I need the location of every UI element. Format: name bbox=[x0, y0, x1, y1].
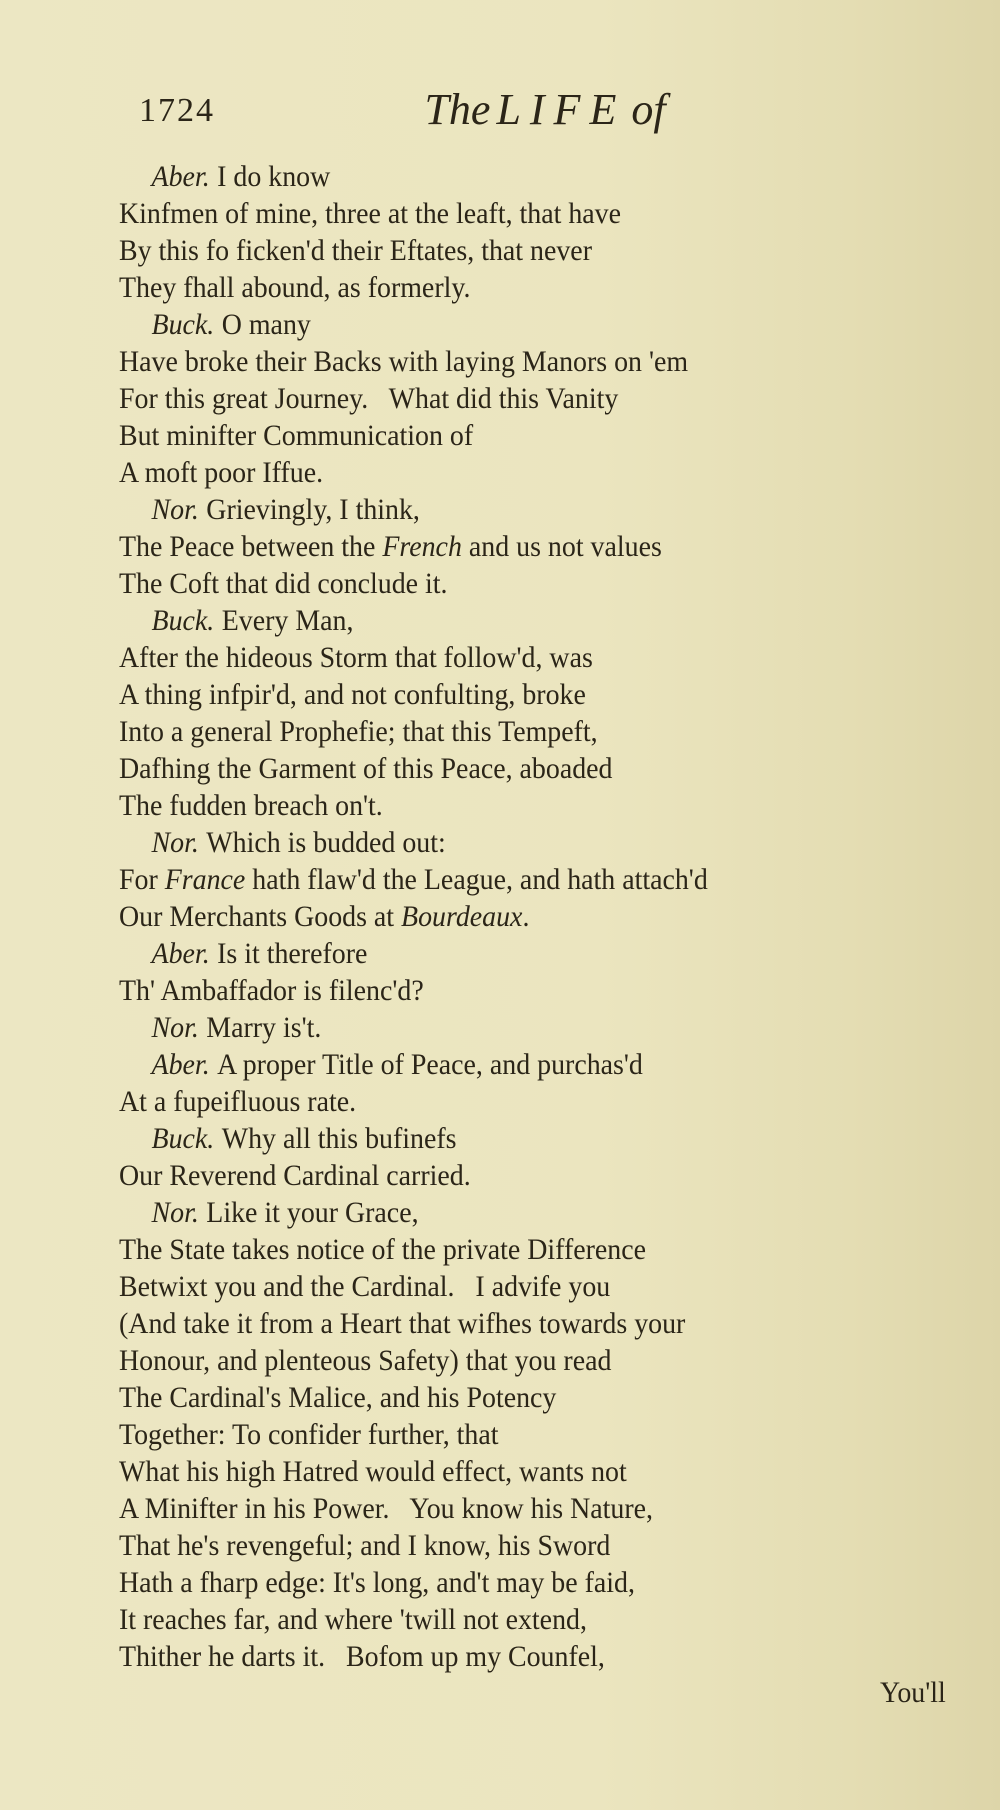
verse-line bbox=[119, 528, 900, 565]
verse-line bbox=[119, 195, 900, 232]
line-text: They fhall abound, as formerly. bbox=[119, 271, 471, 304]
verse-line bbox=[119, 1453, 900, 1490]
verse-line bbox=[119, 1157, 900, 1194]
verse-line bbox=[119, 269, 900, 306]
verse-line bbox=[119, 639, 900, 676]
speaker-name: Nor. bbox=[151, 1011, 199, 1044]
verse-line bbox=[119, 861, 900, 898]
verse-line bbox=[119, 343, 900, 380]
speech-line bbox=[119, 1046, 900, 1083]
speech-line bbox=[119, 935, 900, 972]
verse-line bbox=[119, 565, 900, 602]
page-number: 1724 bbox=[139, 92, 215, 129]
italic-word: French bbox=[382, 530, 462, 563]
speaker-name: Nor. bbox=[151, 1196, 199, 1229]
running-title-caps: LIFE bbox=[496, 85, 626, 134]
speech-line bbox=[119, 158, 900, 195]
speaker-name: Nor. bbox=[151, 493, 199, 526]
verse-line bbox=[119, 1342, 900, 1379]
line-text: It reaches far, and where 'twill not extend, bbox=[119, 1603, 587, 1636]
verse-line bbox=[119, 1601, 900, 1638]
line-text: Why all this bufinefs bbox=[221, 1122, 457, 1155]
line-text-tail: and us not values bbox=[461, 530, 662, 563]
running-title-pre: The bbox=[424, 85, 491, 134]
verse-line bbox=[119, 713, 900, 750]
line-text-tail: hath flaw'd the League, and hath attach'd bbox=[245, 863, 708, 896]
speech-line bbox=[119, 1120, 900, 1157]
speech-line bbox=[119, 491, 900, 528]
line-text: Like it your Grace, bbox=[206, 1196, 419, 1229]
line-text: The Coft that did conclude it. bbox=[119, 567, 448, 600]
speaker-name: Aber. bbox=[151, 160, 210, 193]
line-text: A thing infpir'd, and not confulting, broke bbox=[119, 678, 586, 711]
speaker-name: Nor. bbox=[151, 826, 199, 859]
line-text: Is it therefore bbox=[217, 937, 368, 970]
running-title-post: of bbox=[631, 85, 666, 134]
catchword: You'll bbox=[880, 1676, 946, 1709]
line-text-tail: . bbox=[522, 900, 530, 933]
line-text: Thither he darts it. Bofom up my Counfel, bbox=[119, 1640, 605, 1673]
verse-line bbox=[119, 1564, 900, 1601]
line-text: The Peace between the bbox=[119, 530, 383, 563]
speech-line bbox=[119, 602, 900, 639]
line-text: But minifter Communication of bbox=[119, 419, 474, 452]
line-text: The State takes notice of the private Difference bbox=[119, 1233, 647, 1266]
line-text: Marry is't. bbox=[206, 1011, 322, 1044]
verse-line bbox=[119, 454, 900, 491]
verse-line bbox=[119, 1379, 900, 1416]
line-text: I do know bbox=[217, 160, 331, 193]
verse-line bbox=[119, 417, 900, 454]
line-text: What his high Hatred would effect, wants not bbox=[119, 1455, 627, 1488]
line-text: A Minifter in his Power. You know his Nature, bbox=[119, 1492, 653, 1525]
line-text: By this fo ficken'd their Eftates, that never bbox=[119, 234, 592, 267]
line-text: After the hideous Storm that follow'd, was bbox=[119, 641, 593, 674]
verse-line bbox=[119, 676, 900, 713]
line-text: Honour, and plenteous Safety) that you read bbox=[119, 1344, 612, 1377]
speaker-name: Aber. bbox=[151, 1048, 210, 1081]
line-text: Hath a fharp edge: It's long, and't may be faid, bbox=[119, 1566, 635, 1599]
line-text: That he's revengeful; and I know, his Sword bbox=[119, 1529, 611, 1562]
italic-word: Bourdeaux bbox=[401, 900, 523, 933]
line-text: Th' Ambaffador is filenc'd? bbox=[119, 974, 424, 1007]
speaker-name: Buck. bbox=[151, 604, 215, 637]
verse-line bbox=[119, 1490, 900, 1527]
line-text: At a fupeifluous rate. bbox=[119, 1085, 357, 1118]
line-text: O many bbox=[221, 308, 311, 341]
line-text: Our Merchants Goods at bbox=[119, 900, 402, 933]
verse-line bbox=[119, 1416, 900, 1453]
line-text: Together: To confider further, that bbox=[119, 1418, 499, 1451]
running-title bbox=[380, 84, 710, 135]
line-text: Dafhing the Garment of this Peace, aboaded bbox=[119, 752, 613, 785]
verse-line bbox=[119, 750, 900, 787]
line-text: For this great Journey. What did this Vanity bbox=[119, 382, 619, 415]
line-text: The fudden breach on't. bbox=[119, 789, 383, 822]
line-text: Betwixt you and the Cardinal. I advife you bbox=[119, 1270, 611, 1303]
verse-line bbox=[119, 1638, 900, 1675]
line-text: Which is budded out: bbox=[206, 826, 446, 859]
verse-line bbox=[119, 787, 900, 824]
line-text: Have broke their Backs with laying Manors on 'em bbox=[119, 345, 689, 378]
verse-line bbox=[119, 972, 900, 1009]
speaker-name: Buck. bbox=[151, 1122, 215, 1155]
italic-word: France bbox=[164, 863, 246, 896]
verse-line bbox=[119, 1083, 900, 1120]
speech-line bbox=[119, 306, 900, 343]
verse-line bbox=[119, 1231, 900, 1268]
line-text: Our Reverend Cardinal carried. bbox=[119, 1159, 471, 1192]
verse-line bbox=[119, 232, 900, 269]
line-text: For bbox=[119, 863, 165, 896]
speech-line bbox=[119, 1194, 900, 1231]
verse-line bbox=[119, 1305, 900, 1342]
verse-line bbox=[119, 1268, 900, 1305]
verse-line bbox=[119, 1527, 900, 1564]
line-text: The Cardinal's Malice, and his Potency bbox=[119, 1381, 557, 1414]
speaker-name: Buck. bbox=[151, 308, 215, 341]
line-text: (And take it from a Heart that wifhes towards your bbox=[119, 1307, 686, 1340]
speech-line bbox=[119, 1009, 900, 1046]
line-text: A proper Title of Peace, and purchas'd bbox=[217, 1048, 643, 1081]
line-text: Kinfmen of mine, three at the leaft, that have bbox=[119, 197, 621, 230]
play-text bbox=[119, 158, 959, 1675]
line-text: Grievingly, I think, bbox=[206, 493, 420, 526]
speaker-name: Aber. bbox=[151, 937, 210, 970]
speech-line bbox=[119, 824, 900, 861]
verse-line bbox=[119, 898, 900, 935]
line-text: Every Man, bbox=[221, 604, 354, 637]
line-text: Into a general Prophefie; that this Tempeft, bbox=[119, 715, 598, 748]
verse-line bbox=[119, 380, 900, 417]
line-text: A moft poor Iffue. bbox=[119, 456, 324, 489]
